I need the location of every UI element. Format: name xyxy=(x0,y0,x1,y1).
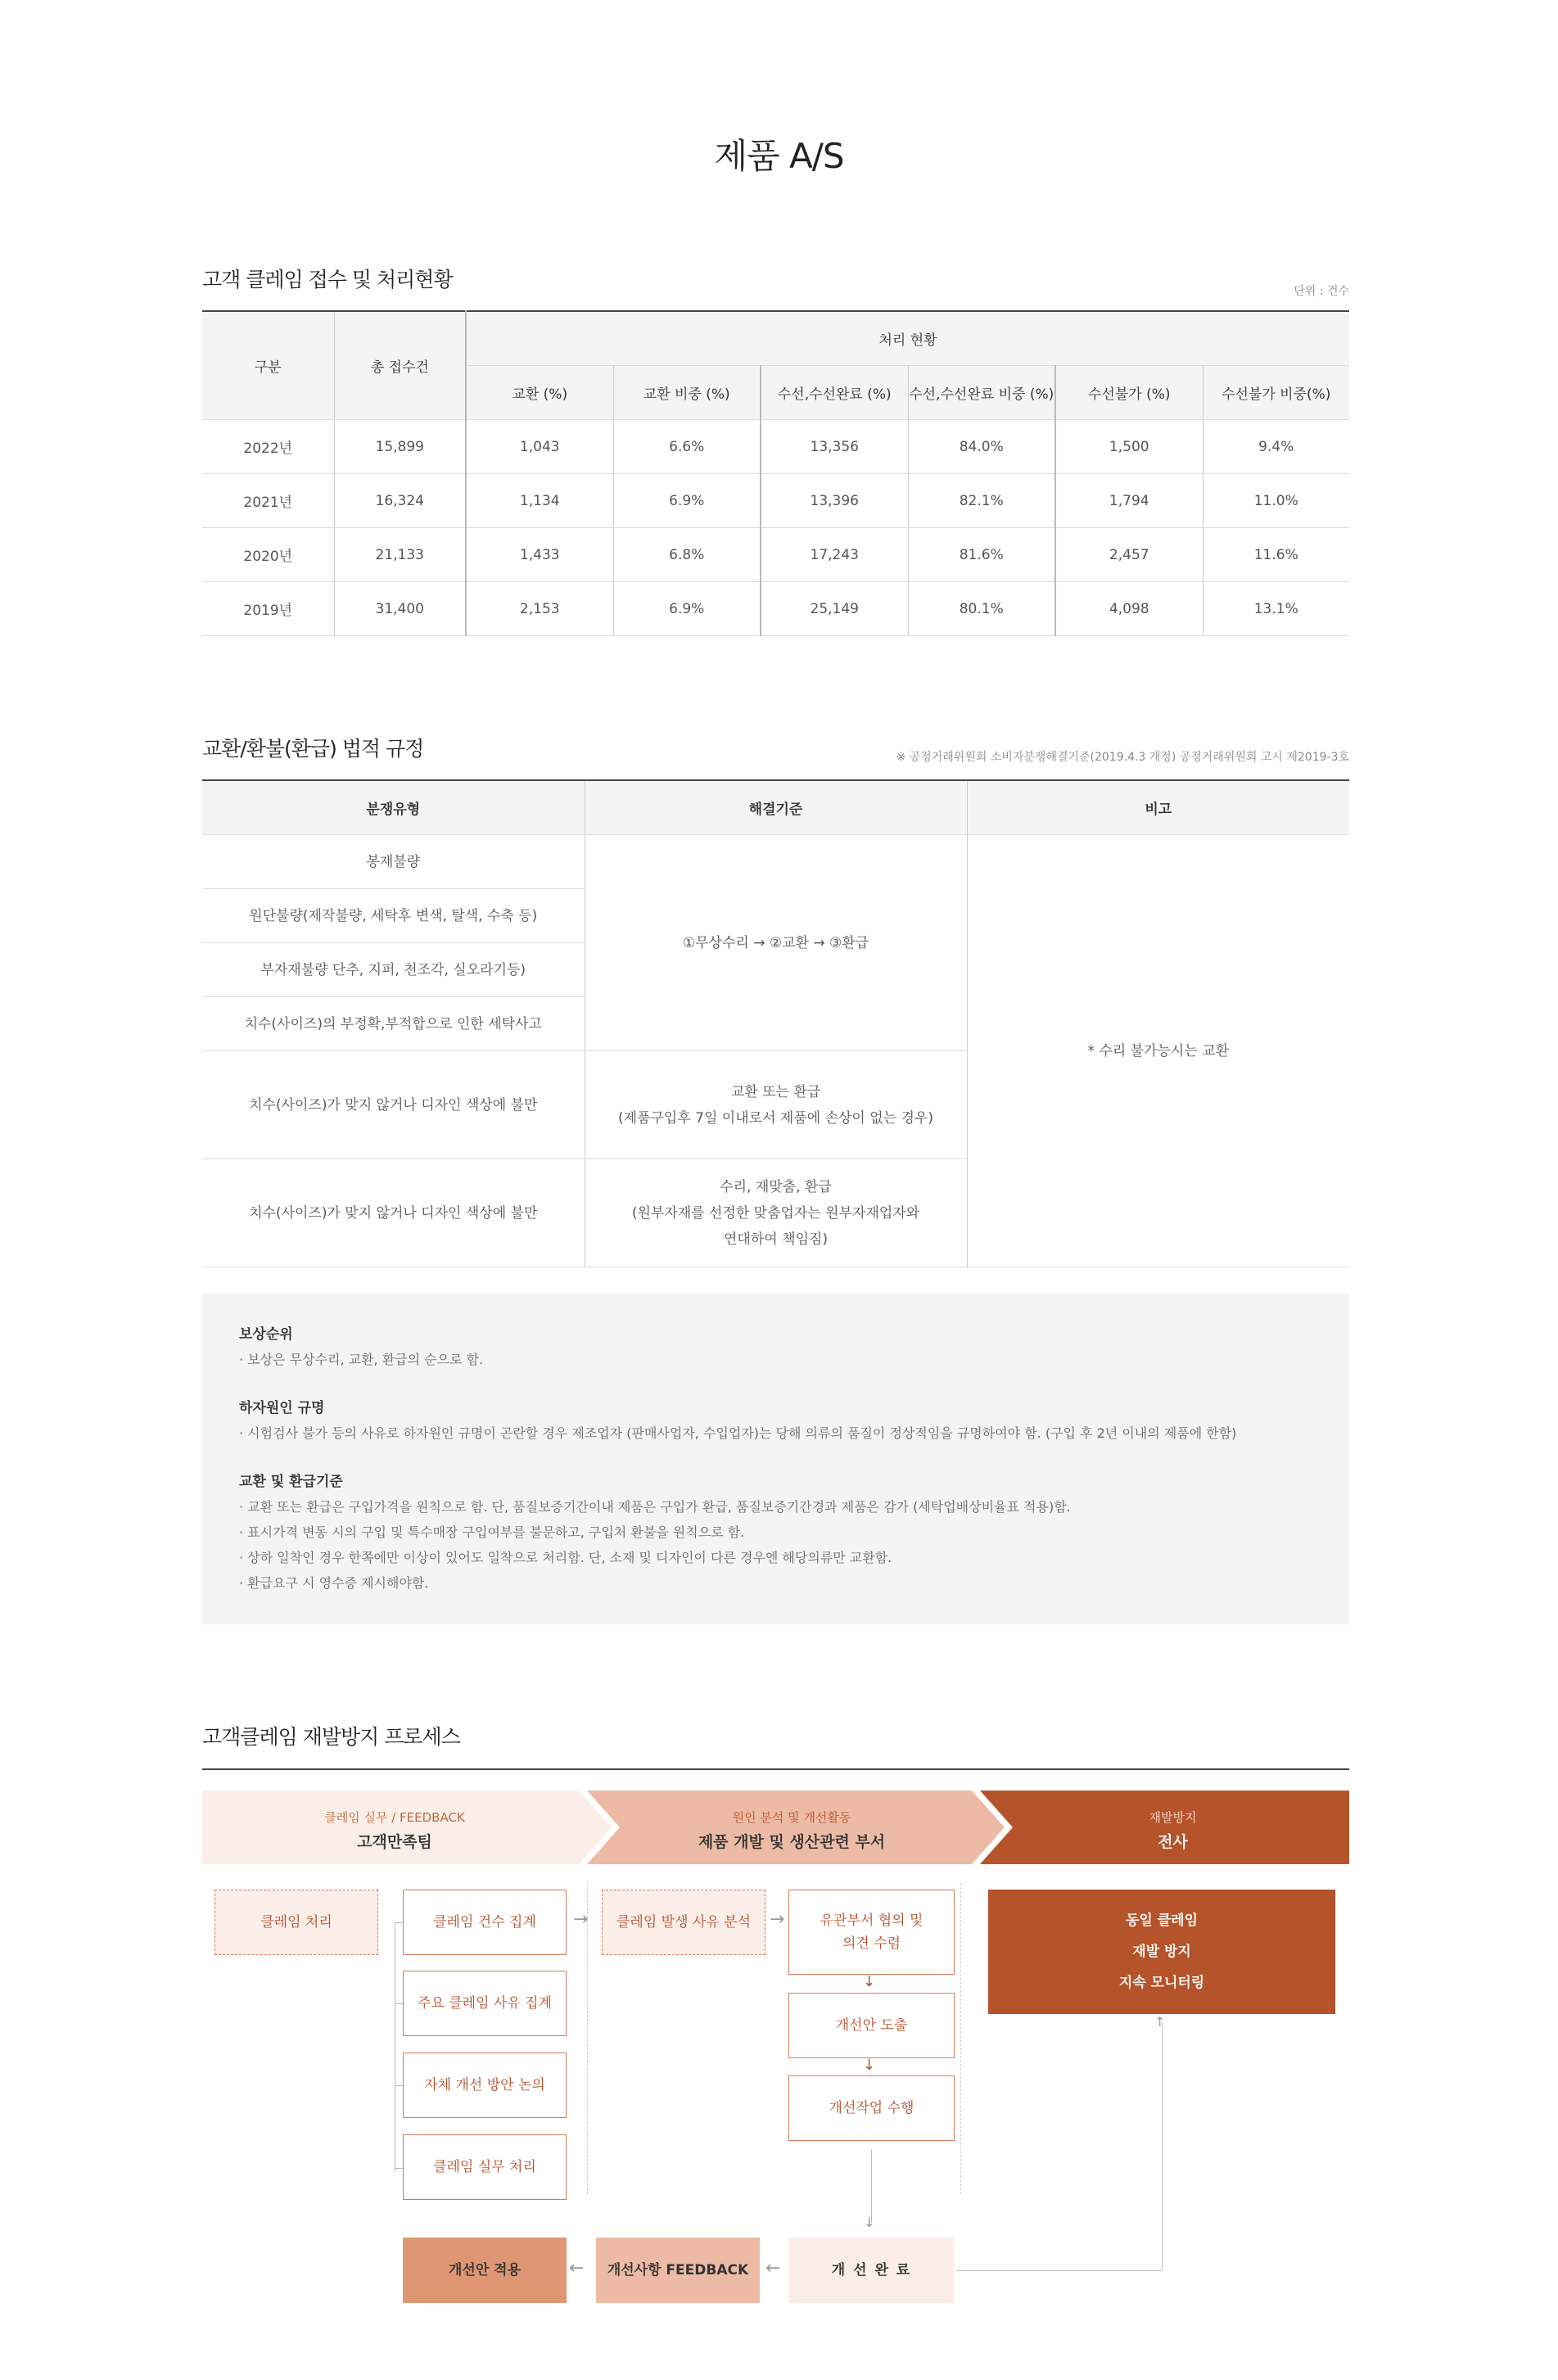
cell: 2020년 xyxy=(202,528,334,582)
cell: 31,400 xyxy=(334,582,466,636)
note-title: 하자원인 규명 xyxy=(239,1400,325,1416)
dispute-type: 봉재불량 xyxy=(202,835,585,889)
section-title-claims: 고객 클레임 접수 및 처리현황 xyxy=(202,268,453,291)
arrow-up-icon: ↑ xyxy=(1154,2014,1166,2030)
arrow-down-icon: ↓ xyxy=(863,2057,876,2074)
cell: 1,500 xyxy=(1055,420,1203,474)
cell: 81.6% xyxy=(908,528,1055,582)
arrow-right-icon: → xyxy=(770,1909,785,1930)
note-title: 교환 및 환급기준 xyxy=(239,1474,343,1490)
dispute-type: 치수(사이즈)의 부정확,부적합으로 인한 세탁사고 xyxy=(202,997,585,1051)
band-sub: 원인 분석 및 개선활동 xyxy=(732,1810,851,1825)
arrow-left-icon: ← xyxy=(569,2258,585,2278)
header-col: 수선,수선완료 (%) xyxy=(761,366,908,420)
band-sub: 클레임 실무 / FEEDBACK xyxy=(324,1810,465,1825)
header-col: 수선,수선완료 비중 (%) xyxy=(908,366,1055,420)
cell: 2,153 xyxy=(466,582,613,636)
improvement-complete-box: 개 선 완 료 xyxy=(788,2238,955,2303)
header-col: 교환 비중 (%) xyxy=(613,366,761,420)
connector-line xyxy=(395,2168,403,2169)
solution-line: 교환 또는 환급 xyxy=(730,1083,821,1100)
arrow-right-icon: → xyxy=(573,1909,589,1930)
note-line: · 표시가격 변동 시의 구입 및 특수매장 구입여부를 불문하고, 구입처 환불을 원칙으로 함. xyxy=(239,1524,745,1540)
cell: 2021년 xyxy=(202,474,334,528)
self-improvement-box: 자체 개선 방안 논의 xyxy=(403,2053,567,2118)
header-category: 구분 xyxy=(202,311,334,420)
cell: 6.9% xyxy=(613,474,761,528)
header-process-status: 처리 현황 xyxy=(466,311,1349,366)
remark: * 수리 불가능시는 교환 xyxy=(967,835,1349,1267)
solution-line: (원부자재를 선정한 맞춤업자는 원부자재업자와 xyxy=(631,1204,920,1222)
cell: 13,396 xyxy=(761,474,908,528)
cell: 6.9% xyxy=(613,582,761,636)
note-title: 보상순위 xyxy=(239,1326,293,1343)
notes-box xyxy=(202,1294,1349,1624)
note-line: · 보상은 무상수리, 교환, 환급의 순으로 함. xyxy=(239,1352,484,1367)
note-line: · 환급요구 시 영수증 제시해야함. xyxy=(239,1575,429,1591)
cell: 1,134 xyxy=(466,474,613,528)
cell: 21,133 xyxy=(334,528,466,582)
consult-box xyxy=(788,1890,955,1975)
table-row xyxy=(202,528,1349,582)
page-title: 제품 A/S xyxy=(714,136,844,176)
note-line: · 교환 또는 환급은 구입가격을 원칙으로 함. 단, 품질보증기간이내 제품은 구입가 환급, 품질보증기간경과 제품은 감가 (세탁업배상비율표 적용)함. xyxy=(239,1499,1071,1515)
header-total: 총 접수건 xyxy=(334,311,466,420)
header-col: 교환 (%) xyxy=(466,366,613,420)
derive-improvement-box: 개선안 도출 xyxy=(788,1993,955,2058)
cell: 6.6% xyxy=(613,420,761,474)
regulation-source: ※ 공정거래위원회 소비자분쟁해결기준(2019.4.3 개정) 공정거래위원회 고시 제2019-3호 xyxy=(896,751,1349,764)
note-line: · 시험검사 불가 등의 사유로 하자원인 규명이 곤란할 경우 제조업자 (판매사업자, 수입업자)는 당해 의류의 품질이 정상적임을 규명하여야 함. (구입 후 2년 이내의 제품에 한함) xyxy=(239,1425,1237,1441)
band-customer-team xyxy=(202,1791,587,1864)
cell: 2,457 xyxy=(1055,528,1203,582)
column-separator xyxy=(960,1883,961,2194)
major-reason-box: 주요 클레임 사유 집계 xyxy=(403,1971,567,2036)
band-company-wide xyxy=(996,1791,1349,1864)
header-dispute-type: 분쟁유형 xyxy=(202,780,585,835)
dispute-type: 치수(사이즈)가 맞지 않거나 디자인 색상에 불만 xyxy=(202,1051,585,1159)
table-row xyxy=(202,582,1349,636)
connector-line xyxy=(395,2003,403,2004)
solution-line: 수리, 재맞춤, 환급 xyxy=(720,1178,832,1195)
improvement-feedback-box: 개선사항 FEEDBACK xyxy=(596,2238,760,2303)
consult-line: 유관부서 협의 및 xyxy=(820,1913,924,1929)
cell: 15,899 xyxy=(334,420,466,474)
connector-line xyxy=(395,2085,403,2086)
cell: 17,243 xyxy=(761,528,908,582)
monitor-line: 지속 모니터링 xyxy=(1118,1975,1205,1991)
solution-line: 연대하여 책임짐) xyxy=(724,1231,828,1248)
cell: 11.6% xyxy=(1203,528,1349,582)
cell: 2019년 xyxy=(202,582,334,636)
cell: 16,324 xyxy=(334,474,466,528)
dispute-type: 원단불량(제작불량, 세탁후 변색, 탈색, 수축 등) xyxy=(202,889,585,943)
regulations-table xyxy=(202,779,1349,1267)
section-title-process: 고객클레임 재발방지 프로세스 xyxy=(202,1725,460,1749)
band-main: 전사 xyxy=(1158,1833,1188,1851)
band-sub: 재발방지 xyxy=(1149,1810,1197,1825)
monitor-line: 재발 방지 xyxy=(1132,1944,1191,1960)
cell: 1,794 xyxy=(1055,474,1203,528)
consult-line: 의견 수렴 xyxy=(842,1935,901,1952)
perform-improvement-box: 개선작업 수행 xyxy=(788,2075,955,2141)
cell: 9.4% xyxy=(1203,420,1349,474)
header-remark: 비고 xyxy=(967,780,1349,835)
header-solution: 해결기준 xyxy=(585,780,967,835)
band-main: 제품 개발 및 생산관련 부서 xyxy=(698,1833,886,1851)
connector-line xyxy=(956,2270,1162,2271)
solution-exchange xyxy=(585,1051,967,1159)
claim-processing-box: 클레임 처리 xyxy=(215,1890,378,1955)
connector-line xyxy=(871,2149,872,2223)
arrow-left-icon: ← xyxy=(765,2258,781,2278)
note-line: · 상하 일착인 경우 한쪽에만 이상이 있어도 일착으로 처리함. 단, 소재 및 디자인이 다른 경우엔 해당의류만 교환함. xyxy=(239,1550,892,1565)
claim-practice-box: 클레임 실무 처리 xyxy=(403,2134,567,2200)
cell: 82.1% xyxy=(908,474,1055,528)
unit-label: 단위 : 건수 xyxy=(1294,285,1349,298)
cell: 25,149 xyxy=(761,582,908,636)
band-production-dept xyxy=(603,1791,980,1864)
connector-line xyxy=(1162,2022,1163,2270)
dispute-type: 부자재불량 단추, 지퍼, 천조각, 실오라기등) xyxy=(202,943,585,997)
cell: 6.8% xyxy=(613,528,761,582)
cell: 13.1% xyxy=(1203,582,1349,636)
band-main: 고객만족팀 xyxy=(357,1833,432,1851)
solution-standard: ①무상수리 → ②교환 → ③환급 xyxy=(585,835,967,1051)
cell: 2022년 xyxy=(202,420,334,474)
dispute-type: 치수(사이즈)가 맞지 않거나 디자인 색상에 불만 xyxy=(202,1159,585,1267)
cell: 11.0% xyxy=(1203,474,1349,528)
claim-count-box: 클레임 건수 집계 xyxy=(403,1890,567,1955)
arrow-down-icon: ↓ xyxy=(863,1973,876,1990)
table-row xyxy=(202,420,1349,474)
cell: 4,098 xyxy=(1055,582,1203,636)
section-title-regulations: 교환/환불(환급) 법적 규정 xyxy=(202,737,424,761)
header-col: 수선불가 (%) xyxy=(1055,366,1203,420)
table-row xyxy=(202,474,1349,528)
cell: 80.1% xyxy=(908,582,1055,636)
cell: 1,043 xyxy=(466,420,613,474)
section-divider xyxy=(202,1768,1349,1770)
monitoring-box xyxy=(988,1890,1335,2014)
solution-repair xyxy=(585,1159,967,1267)
connector-line xyxy=(395,1922,403,1923)
header-col: 수선불가 비중(%) xyxy=(1203,366,1349,420)
column-separator xyxy=(587,1883,588,2194)
cause-analysis-box: 클레임 발생 사유 분석 xyxy=(602,1890,765,1955)
claims-table xyxy=(202,310,1349,636)
cell: 1,433 xyxy=(466,528,613,582)
solution-line: (제품구입후 7일 이내로서 제품에 손상이 없는 경우) xyxy=(618,1109,933,1127)
cell: 13,356 xyxy=(761,420,908,474)
apply-improvement-box: 개선안 적용 xyxy=(403,2238,567,2303)
cell: 84.0% xyxy=(908,420,1055,474)
monitor-line: 동일 클레임 xyxy=(1125,1913,1199,1929)
arrow-down-icon: ↓ xyxy=(864,2215,875,2230)
